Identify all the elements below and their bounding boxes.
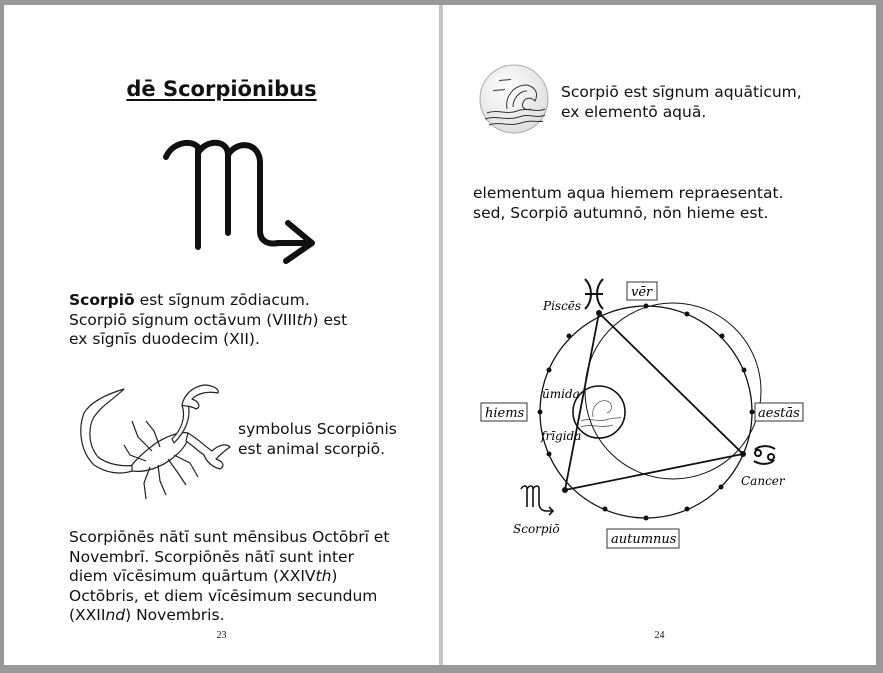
right-page [442, 5, 876, 665]
birth-line3em: th [315, 567, 332, 585]
earth-icon [581, 401, 621, 427]
water-wave-icon [477, 61, 551, 137]
intro-line1: est sīgnum zōdiacum. [134, 291, 310, 309]
label-pisces: Piscēs [543, 299, 582, 313]
label-frigida: frīgida [541, 429, 582, 443]
triangle [565, 313, 743, 490]
intro-line3: ex sīgnīs duodecim (XII). [69, 330, 260, 348]
label-cancer: Cancer [741, 474, 785, 488]
label-ver: vēr [631, 285, 653, 300]
seasons-diagram [443, 265, 876, 565]
symbol-line2: est animal scorpiō. [238, 439, 386, 458]
label-autumnus: autumnus [611, 532, 677, 547]
inner-circle [585, 303, 761, 479]
pisces-glyph-icon [585, 279, 603, 309]
symbol-paragraph [238, 420, 397, 459]
birth-line5a: (XXII [69, 606, 106, 624]
circle-dots [538, 304, 755, 521]
scorpio-small-glyph-icon [521, 486, 553, 515]
label-umida: ūmida [542, 387, 580, 401]
symbol-line1: symbolus Scorpiōnis [238, 420, 397, 438]
water-paragraph [561, 83, 802, 122]
season-line1: elementum aqua hiemem repraesentat. [473, 184, 784, 202]
scorpion-icon [74, 381, 234, 503]
season-line2: sed, Scorpiō autumnō, nōn hieme est. [473, 203, 769, 222]
page-number-left: 23 [216, 630, 227, 641]
birth-line3a: diem vīcēsimum quārtum (XXIV [69, 567, 316, 585]
birth-line5b: ) Novembris. [125, 606, 225, 624]
scorpio-glyph-icon [160, 135, 322, 265]
left-page [4, 5, 440, 665]
birth-line4: Octōbris, et diem vīcēsimum secundum [69, 586, 378, 605]
birth-line3b: ) [331, 567, 338, 585]
water-line2: ex elementō aquā. [561, 102, 707, 121]
birth-paragraph [69, 528, 389, 626]
water-line1: Scorpiō est sīgnum aquāticum, [561, 83, 802, 101]
label-scorpio: Scorpiō [513, 522, 560, 536]
intro-bold: Scorpiō [69, 291, 135, 309]
intro-line2b: ) est [312, 310, 348, 329]
label-aestas: aestās [758, 406, 800, 421]
birth-line1: Scorpiōnēs nātī sunt mēnsibus Octōbrī et [69, 528, 390, 546]
cancer-glyph-icon [754, 446, 775, 464]
season-paragraph [473, 184, 784, 223]
intro-line2em: th [296, 310, 313, 329]
page-number-right: 24 [654, 630, 665, 641]
label-hiems: hiems [485, 406, 525, 421]
birth-line5em: nd [105, 606, 126, 624]
intro-line2a: Scorpiō sīgnum octāvum (VIII [69, 310, 297, 329]
page-title: dē Scorpiōnibus [126, 77, 317, 101]
birth-line2: Novembrī. Scorpiōnēs nātī sunt inter [69, 547, 354, 566]
intro-paragraph [69, 291, 347, 350]
